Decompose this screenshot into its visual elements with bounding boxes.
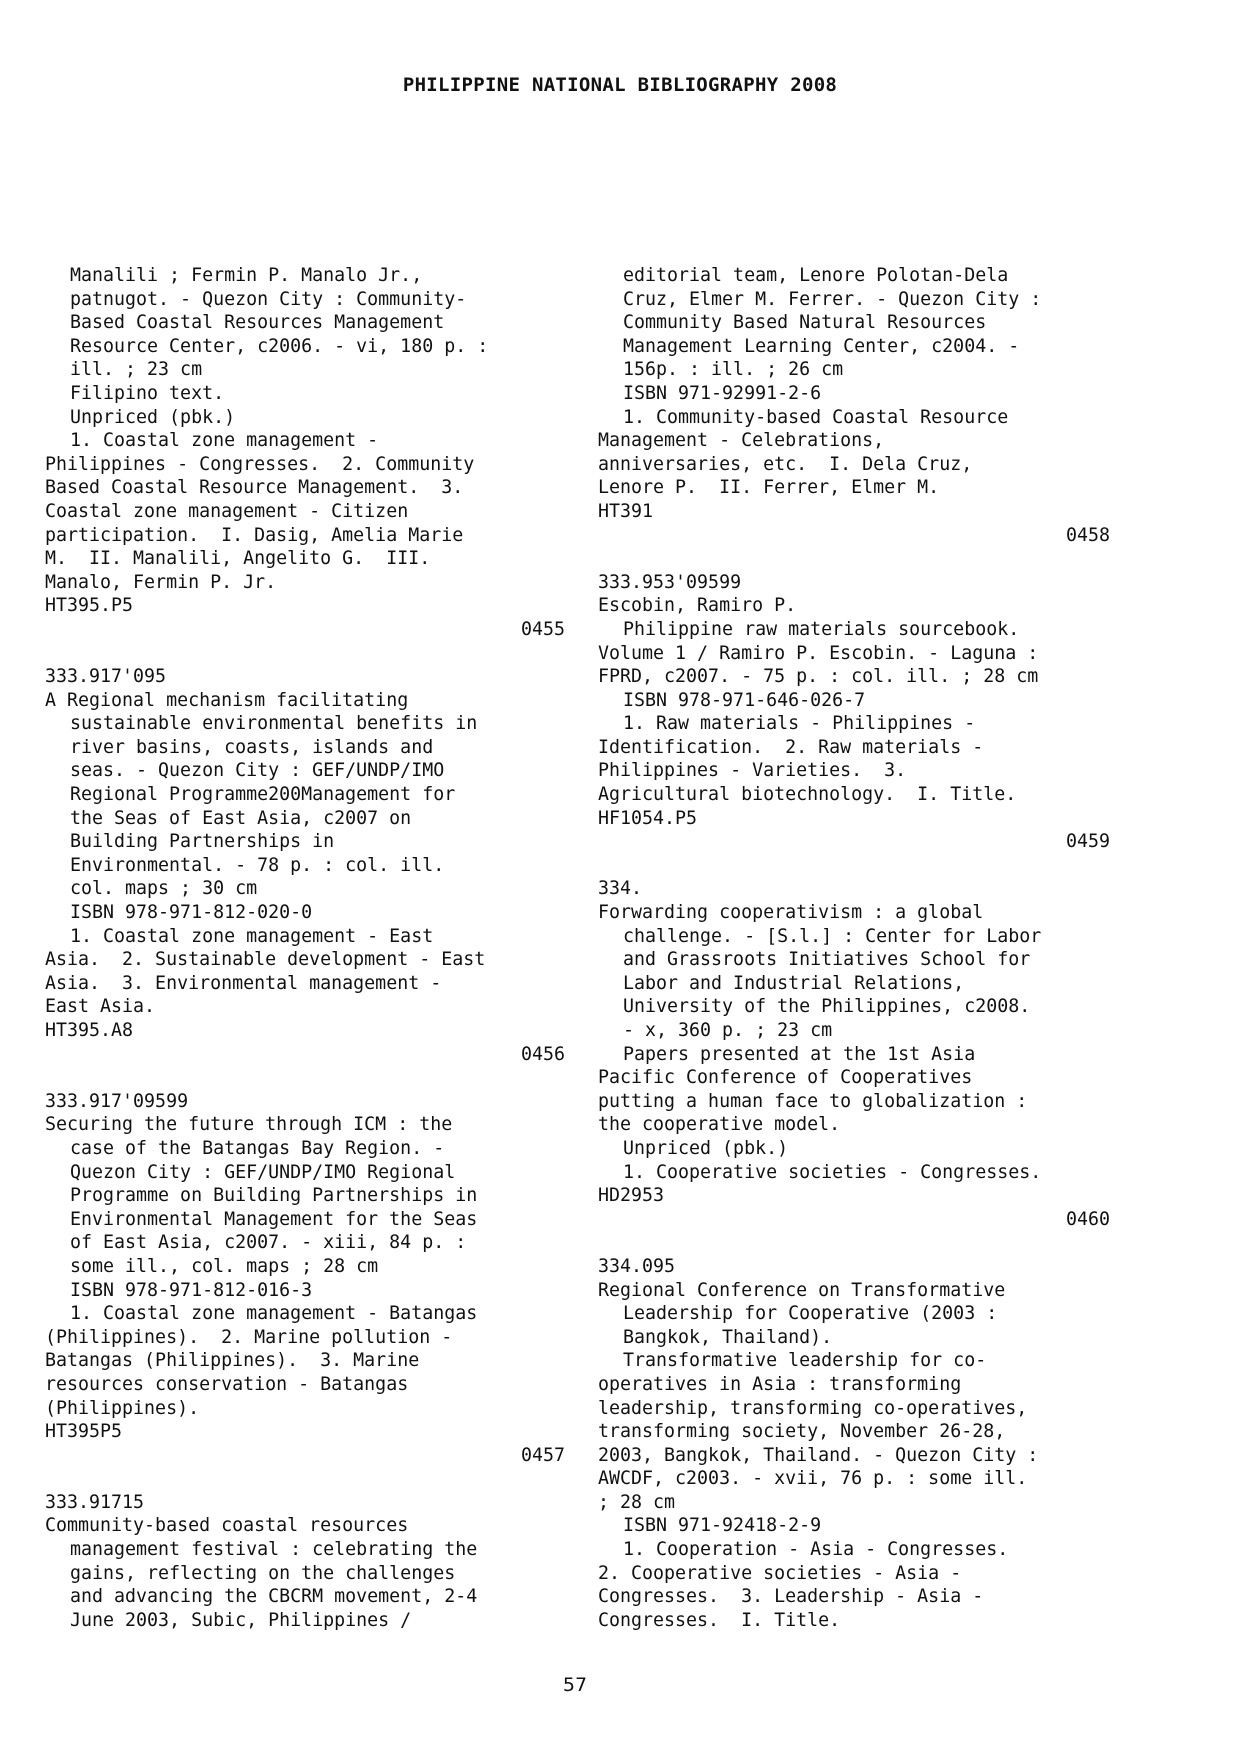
bibliographic-line: Asia. 3. Environmental management -: [45, 972, 442, 994]
bibliographic-line: Based Coastal Resources Management: [70, 312, 445, 334]
entry-number: 0456: [520, 1043, 565, 1065]
bibliographic-line: Forwarding cooperativism : a global: [598, 902, 984, 924]
bibliographic-line: AWCDF, c2003. - xvii, 76 p. : some ill.: [598, 1468, 1028, 1490]
bibliographic-line: Bangkok, Thailand).: [623, 1326, 833, 1348]
bibliographic-line: HT395.A8: [45, 1020, 134, 1041]
bibliographic-line: Environmental Management for the Seas: [70, 1208, 478, 1230]
bibliographic-line: 1. Raw materials - Philippines -: [623, 713, 976, 735]
bibliographic-line: challenge. - [S.l.] : Center for Labor: [623, 925, 1042, 947]
bibliographic-line: leadership, transforming co-operatives,: [598, 1397, 1028, 1419]
bibliographic-line: 334.095: [598, 1255, 676, 1277]
bibliographic-line: seas. - Quezon City : GEF/UNDP/IMO: [70, 760, 445, 782]
bibliographic-line: Philippine raw materials sourcebook.: [623, 618, 1020, 640]
bibliographic-line: anniversaries, etc. I. Dela Cruz,: [598, 453, 973, 475]
bibliographic-line: University of the Philippines, c2008.: [623, 996, 1031, 1018]
bibliographic-line: HF1054.P5: [598, 807, 698, 829]
bibliographic-line: Unpriced (pbk.): [623, 1137, 789, 1159]
bibliographic-line: Resource Center, c2006. - vi, 180 p. :: [70, 335, 489, 357]
bibliographic-line: Congresses. 3. Leadership - Asia -: [598, 1586, 984, 1608]
bibliographic-line: Regional Programme200Management for: [70, 784, 456, 806]
bibliographic-line: ill. ; 23 cm: [70, 359, 203, 381]
bibliographic-line: Environmental. - 78 p. : col. ill.: [70, 854, 445, 876]
bibliographic-line: Batangas (Philippines). 3. Marine: [45, 1350, 420, 1372]
bibliographic-line: 333.917'095: [45, 666, 167, 688]
entry-number: 0460: [1065, 1208, 1110, 1230]
bibliographic-line: Management Learning Center, c2004. -: [623, 335, 1020, 357]
bibliographic-line: ISBN 978-971-646-026-7: [623, 689, 866, 711]
entry-separator: [45, 642, 565, 666]
bibliographic-line: 333.917'09599: [45, 1090, 189, 1112]
bibliographic-line: river basins, coasts, islands and: [70, 736, 434, 758]
bibliographic-line: (Philippines).: [45, 1397, 200, 1419]
bibliographic-line: Manalili ; Fermin P. Manalo Jr.,: [70, 265, 423, 286]
bibliographic-line: Philippines - Varieties. 3.: [598, 760, 907, 782]
bibliographic-line: 333.91715: [45, 1491, 145, 1513]
bibliographic-line: Filipino text.: [70, 382, 225, 404]
entry-separator: [45, 1066, 565, 1090]
bibliographic-line: participation. I. Dasig, Amelia Marie: [45, 524, 464, 546]
bibliographic-line: 2. Cooperative societies - Asia -: [598, 1562, 962, 1584]
bibliographic-line: 1. Coastal zone management - East: [70, 925, 434, 947]
bibliographic-line: ISBN 971-92991-2-6: [623, 382, 822, 404]
bibliographic-line: editorial team, Lenore Polotan-Dela: [623, 265, 1009, 286]
bibliographic-line: Coastal zone management - Citizen: [45, 500, 409, 522]
bibliographic-line: Community Based Natural Resources: [623, 312, 987, 334]
bibliographic-line: putting a human face to globalization :: [598, 1090, 1028, 1112]
entry-separator: [598, 1231, 1110, 1255]
bibliographic-line: FPRD, c2007. - 75 p. : col. ill. ; 28 cm: [598, 666, 1039, 688]
bibliographic-line: Congresses. I. Title.: [598, 1609, 841, 1631]
bibliographic-line: Papers presented at the 1st Asia: [623, 1043, 976, 1065]
bibliographic-line: 1. Cooperation - Asia - Congresses.: [623, 1539, 1009, 1561]
entry-number: 0455: [520, 618, 565, 640]
bibliographic-line: June 2003, Subic, Philippines /: [70, 1609, 412, 1631]
bibliographic-line: the Seas of East Asia, c2007 on: [70, 807, 412, 829]
bibliographic-line: management festival : celebrating the: [70, 1539, 478, 1561]
bibliographic-line: Asia. 2. Sustainable development - East: [45, 949, 486, 971]
bibliographic-line: Based Coastal Resource Management. 3.: [45, 477, 464, 499]
bibliographic-line: and Grassroots Initiatives School for: [623, 949, 1031, 971]
bibliographic-line: Volume 1 / Ramiro P. Escobin. - Laguna :: [598, 642, 1039, 664]
bibliographic-line: Programme on Building Partnerships in: [70, 1185, 478, 1207]
bibliographic-line: Leadership for Cooperative (2003 :: [623, 1303, 998, 1325]
bibliographic-line: Philippines - Congresses. 2. Community: [45, 453, 475, 475]
bibliographic-line: the cooperative model.: [598, 1114, 841, 1136]
bibliographic-line: of East Asia, c2007. - xiii, 84 p. :: [70, 1232, 467, 1254]
bibliographic-line: HT391: [598, 500, 654, 522]
bibliographic-line: 334.: [598, 878, 643, 900]
bibliographic-line: 1. Coastal zone management - Batangas: [70, 1303, 478, 1325]
bibliographic-line: ISBN 971-92418-2-9: [623, 1515, 822, 1537]
bibliographic-line: Building Partnerships in: [70, 831, 335, 853]
bibliographic-line: col. maps ; 30 cm: [70, 878, 258, 900]
entry-separator: [45, 1467, 565, 1491]
bibliographic-line: East Asia.: [45, 996, 156, 1018]
bibliographic-line: 1. Cooperative societies - Congresses.: [623, 1161, 1042, 1183]
bibliographic-line: HT395.P5: [45, 595, 134, 617]
entry-number: 0459: [1065, 831, 1110, 853]
bibliographic-line: Pacific Conference of Cooperatives: [598, 1067, 973, 1089]
bibliographic-line: sustainable environmental benefits in: [70, 713, 478, 735]
bibliographic-line: 1. Community-based Coastal Resource: [623, 406, 1009, 428]
bibliographic-line: ISBN 978-971-812-020-0: [70, 902, 313, 924]
running-head: PHILIPPINE NATIONAL BIBLIOGRAPHY 2008: [402, 74, 838, 96]
bibliographic-line: Securing the future through ICM : the: [45, 1114, 453, 1136]
bibliographic-line: Management - Celebrations,: [598, 430, 885, 452]
bibliographic-line: Labor and Industrial Relations,: [623, 972, 965, 994]
bibliographic-line: 156p. : ill. ; 26 cm: [623, 359, 844, 381]
bibliographic-line: HT395P5: [45, 1421, 123, 1443]
entry-separator: [598, 547, 1110, 571]
bibliographic-line: Manalo, Fermin P. Jr.: [45, 571, 277, 593]
entry-separator: [598, 854, 1110, 878]
bibliographic-line: Identification. 2. Raw materials -: [598, 736, 984, 758]
bibliographic-line: M. II. Manalili, Angelito G. III.: [45, 548, 431, 570]
bibliographic-line: - x, 360 p. ; 23 cm: [623, 1020, 833, 1041]
bibliographic-line: case of the Batangas Bay Region. -: [70, 1137, 445, 1159]
bibliographic-line: 1. Coastal zone management -: [70, 430, 379, 452]
bibliographic-line: HD2953: [598, 1185, 665, 1207]
bibliographic-line: Regional Conference on Transformative: [598, 1279, 1006, 1301]
bibliographic-line: transforming society, November 26-28,: [598, 1421, 1006, 1443]
bibliographic-line: Community-based coastal resources: [45, 1515, 409, 1537]
bibliographic-line: ISBN 978-971-812-016-3: [70, 1279, 313, 1301]
bibliographic-line: (Philippines). 2. Marine pollution -: [45, 1326, 453, 1348]
bibliographic-line: Agricultural biotechnology. I. Title.: [598, 784, 1017, 806]
bibliographic-line: Unpriced (pbk.): [70, 406, 236, 428]
bibliographic-line: 2003, Bangkok, Thailand. - Quezon City :: [598, 1444, 1039, 1466]
right-column: [598, 264, 1110, 1632]
page-number: 57: [562, 1674, 588, 1696]
bibliographic-line: A Regional mechanism facilitating: [45, 689, 409, 711]
bibliographic-line: Transformative leadership for co-: [623, 1350, 987, 1372]
entry-number: 0457: [520, 1444, 565, 1466]
bibliographic-line: resources conservation - Batangas: [45, 1373, 409, 1395]
bibliographic-line: and advancing the CBCRM movement, 2-4: [70, 1586, 478, 1608]
bibliographic-line: patnugot. - Quezon City : Community-: [70, 288, 467, 310]
bibliographic-line: Lenore P. II. Ferrer, Elmer M.: [598, 477, 940, 499]
bibliographic-line: operatives in Asia : transforming: [598, 1373, 962, 1395]
left-column: [45, 264, 565, 1632]
bibliographic-line: some ill., col. maps ; 28 cm: [70, 1255, 379, 1277]
bibliographic-line: Escobin, Ramiro P.: [598, 595, 797, 617]
entry-number: 0458: [1065, 524, 1110, 546]
bibliographic-line: gains, reflecting on the challenges: [70, 1562, 456, 1584]
bibliographic-line: Quezon City : GEF/UNDP/IMO Regional: [70, 1161, 456, 1183]
bibliographic-line: 333.953'09599: [598, 571, 742, 593]
bibliographic-line: Cruz, Elmer M. Ferrer. - Quezon City :: [623, 288, 1042, 310]
bibliographic-line: ; 28 cm: [598, 1491, 676, 1513]
